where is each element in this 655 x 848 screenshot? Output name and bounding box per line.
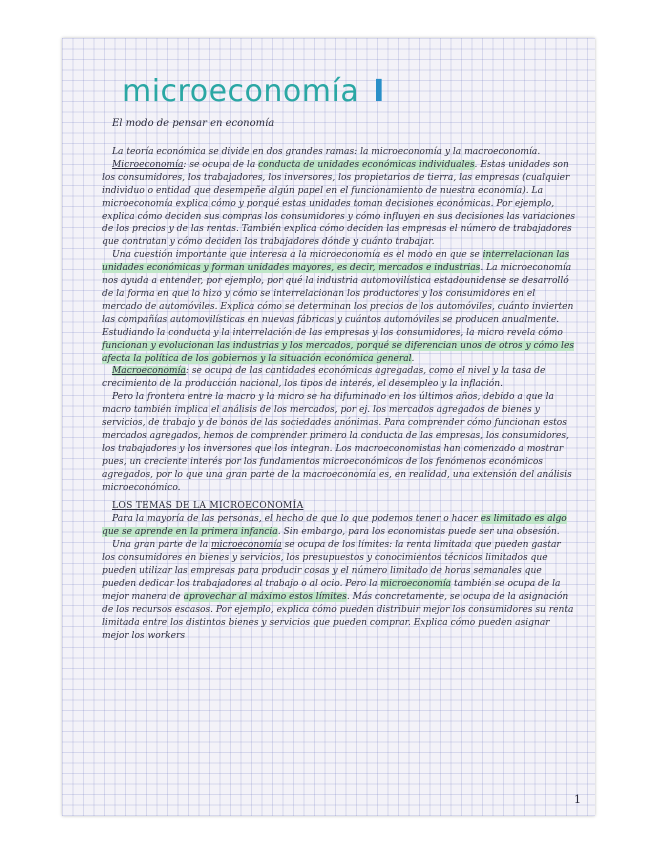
paragraph-intro: La teoría económica se divide en dos grandes ramas: la microeconomía y la macroeconomía. [112, 147, 541, 157]
title-roman-numeral: I [373, 74, 385, 109]
text-span: se ocupa de los límites: la renta limitada que pueden gastar los consumidores en bienes y servicios, los presupuestos y conocimientos técnicos limitados que pueden utilizar las empresas para producir cosas y el número limitado de horas semanales que pueden dedicar los trabajadores al trabajo o al ocio. Pero la [102, 540, 561, 589]
notes-body [102, 146, 575, 642]
paragraph-frontera: Pero la frontera entre la macro y la micro se ha difuminado en los últimos años, debido a que la macro también implica el análisis de los mercados, por ej. los mercados agregados de bienes y servicios, de trabajo y de bonos de las sociedades anónimas. Para comprender cómo funcionan estos mercados agregados, hemos de comprender primero la conducta de las empresas, los consumidores, los trabajadores y los inversores que los integran. Los macroeconomistas han comenzado a mostrar pues, un creciente interés por los fundamentos microeconómicos de los fenómenos económicos agregados, por lo que una gran parte de la macroeconomía es, en realidad, una extensión del análisis microeconómico. [102, 392, 572, 493]
text-span: Una gran parte de la [112, 540, 212, 551]
underlined-term: microeconomía [211, 540, 282, 551]
term-microeconomia: Microeconomía [112, 159, 184, 170]
page-title [122, 74, 385, 109]
highlight: interrelacionan las unidades económicas y forman unidades mayores, es decir, mercados e industrias [102, 250, 570, 274]
section-heading: LOS TEMAS DE LA MICROECONOMÍA [112, 501, 304, 512]
title-text: microeconomía [122, 74, 360, 109]
paragraph-asignacion [102, 539, 575, 642]
paragraph-limites [102, 513, 575, 539]
text-span: . [411, 353, 415, 364]
paragraph-microeconomia [102, 159, 575, 249]
text-span: . Sin embargo, para los economistas puede ser una obsesión. [277, 527, 560, 538]
text-span: : se ocupa de las cantidades económicas agregadas, como el nivel y la tasa de crecimiento de la producción nacional, los tipos de interés, el desempleo y la inflación. [102, 366, 546, 390]
text-span: . La microeconomía nos ayuda a entender, por ejemplo, por qué la industria automovilística estadounidense se desarrolló de la forma en que lo hizo y cómo se interrelacionan los productores y los consumidores en el mercado de automóviles. Explica cómo se determinan los precios de los automóviles, cuánto invierten las compañías automovilísticas en nuevas fábricas y cuántos automóviles se producen anualmente. Estudiando la conducta y la interrelación de las empresas y los consumidores, la micro revela cómo [102, 263, 574, 338]
highlight: es limitado es algo que se aprende en la primera infancia [102, 514, 567, 538]
text-span: Para la mayoría de las personas, el hecho de que lo que podemos tener o hacer [112, 514, 481, 525]
text-span: Una cuestión importante que interesa a la microeconomía es el modo en que se [112, 250, 483, 261]
text-span: . Estas unidades son los consumidores, los trabajadores, los inversores, los propietarios de tierra, las empresas (cualquier individuo o entidad que desempeñe algún papel en el funcionamiento de nuestra economía). La microeconomía explica cómo y porqué estas unidades toman decisiones económicas. Por ejemplo, explica cómo deciden sus compras los consumidores y cómo influyen en sus decisiones las variaciones de los precios y de las rentas. También explica cómo deciden las empresas el número de trabajadores que contratan y cómo deciden los trabajadores dónde y cuánto trabajar. [102, 159, 575, 248]
page-number: 1 [574, 793, 581, 806]
highlight: funcionan y evolucionan las industrias y los mercados, porqué se diferencian unos de otros y cómo les afecta la política de los gobiernos y la situación económica general [102, 340, 574, 364]
text-span: : se ocupa de la [183, 159, 259, 170]
highlight: microeconomía [380, 578, 452, 589]
subtitle: El modo de pensar en economía [112, 118, 275, 129]
term-macroeconomia: Macroeconomía [112, 366, 186, 377]
paragraph-macroeconomia [102, 365, 575, 391]
text-span: también se ocupa de la mejor manera de [102, 578, 561, 602]
highlight: aprovechar al máximo estos límites [183, 591, 347, 602]
highlight: conducta de unidades económicas individuales [258, 159, 475, 170]
notebook-page [62, 38, 595, 816]
text-span: . Más concretamente, se ocupa de la asignación de los recursos escasos. Por ejemplo, explica cómo pueden distribuir mejor los consumidores su renta limitada entre los distintos bienes y servicios que pueden comprar. Explica cómo pueden asignar mejor los workers [102, 591, 574, 641]
paragraph-interrelacion [102, 249, 575, 365]
